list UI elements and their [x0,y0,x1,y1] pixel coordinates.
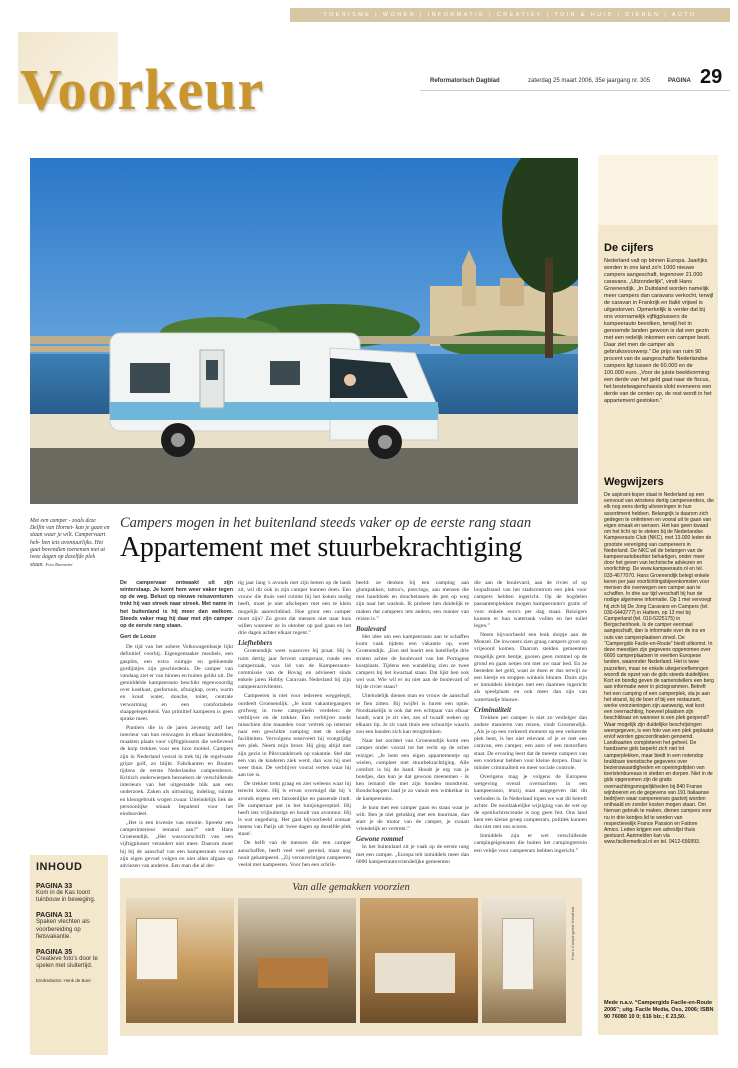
sidebar-image-placeholder [598,155,718,225]
sidebar-cijfers-text: Nederland valt op binnen Europa. Jaarlijks worden in ons land zo'n 1000 nieuwe campers aangeschaft, tegenover 21.000 caravans. „Uitzonderlijk”, vindt Hans Groenendijk. „In Duitsland worden namelijk meer campers dan caravans verkocht, terwijl de caravan in Frankrijk en Italië vrijwel is uitgestorven. Opmerkelijk is verder dat bij ons voornamelijk vijftigplussers de kampeerauto bevolken, terwijl het in genoemde landen gewoon is dat een gezin met een redelijk inkomen een camper bezit. Daar ziet men de camper als gebruiksvoorwerp.” De prijs van ruim 90 procent van de aangeschafte Nederlandse campers ligt tussen de 60.000 en de 100.000 euro. „Voor de juiste beeldvorming: een derde van het geld gaat naar de fiscus, het bestelwagenchassis slokt eveneens een derde van de centen op, de rest wordt in het appartement gestoken.” [604,258,714,404]
eindredactie: Eindredactie: Henk de Boer [36,978,92,984]
gallery-photo-dining [238,898,356,1023]
paragraph: Groenendijk weet waarover hij praat. Hij is ruim dertig jaar fervent camperaar, runde een camperzaak, was lid van de Kampeerauto-commissie van de Bovag en adviseert sinds enkele jaren Hobby Caravans Nederland bij zijn campeeractiviteiten. [238,648,351,691]
byline: Gert de Looze [120,634,156,641]
inhoud-page: PAGINA 33 [36,883,73,890]
article-lead: De campervaar ontwaakt uit zijn winterslaap. Je komt hem weer vaker tegen op de weg. Belust op nieuwe reisavonturen trekt hij van streek naar streek. Met name in het buitenland is hij meer dan welkom. Steeds vaker mag hij daar met zijn camper op de eerste rang staan. [120,580,233,629]
masthead-title: Voorkeur [20,57,265,122]
page-label: PAGINA [668,78,691,84]
paragraph: De trekker trekt graag en ziet weleens waar hij terecht komt. Hij is ervan overtuigd dat hij 's avonds ergens een fatsoenlijke en passende rindt. De campertaar put in het tuinjongeroptiel. Hij heeft iets vrijbuiterigs en houdt van avontuur. Hij is wat ongedurig. Het gaat bijvoorbeeld zomaar ineens van Parijs uit 'twee dagen op dezelfde plek staan'. [238,781,351,838]
paragraph: Trekken per camper is niet zo verdelger dan andere manieren van reizen, vindt Groenendijk. „Als je op een verkeerd moment op een verkeerde plek bent, is het niet relevant of je er met een caravan, een camper, een auto of een motorfiets staat. De ervaring leert dat de meeste campers van een voorkeur hebben voor kleine dorpen. Daar is minder criminaliteit en meer sociale controle. [474,714,587,771]
article-kicker: Campers mogen in het buitenland steeds vaker op de eerste rang staan [120,515,532,531]
subheading: Criminaliteit [474,705,511,714]
inhoud-page: PAGINA 35 [36,949,73,957]
inhoud-desc: Kom in de Kas toont tuinbouw in beweging. [36,890,96,904]
subheading: Liefhebbers [238,639,273,648]
inhoud-box [30,855,108,1055]
camper-photo-illustration [30,158,578,504]
dateline: zaterdag 25 maart 2006, 35e jaargang nr. 305 [528,78,651,84]
gallery-title: Van alle gemakken voorzien [292,882,410,893]
article-column-2 [238,580,351,871]
subheading: Boulevard [356,624,386,633]
gallery-credit: Foto's Campingvisie Kersthart [570,906,575,960]
paragraph: Het idee om een kampeerauto aan te schaffen komt vaak tijdens een vakantie op, weet Groenendijk. „Een stel boeirt een hotelliefje drie straten achter de boulevard van het Portugese kustplaats. Tijdens een wandeling zien ze twee campers bij het kwartaal staan. Dat lijkt hen ook wel wat. Wie wil er nu niet aan de boulevard of bij de rivier staan? [356,634,469,691]
paragraph: Je kunt met een camper gaan en staan waar je wilt. Ben je niet gelukkig met een buurman, dan start je de motor van de camper, je zwaait vriendelijk en vertrekt.” [356,804,469,833]
paragraph: Overigens mag je volgens de Europese wetgeving overal overnachten in een kampeerauto, tenzij staat aangegeven dat dit verboden is. In Nederland lopen we wat dit betreft achter. De noodzakelijke wijziging van de wet op de openluchtrecreatie is nog geen feit. Ons land kent een kleine groep campeerars, politiek kunnen dus niet met ons scoren. [474,774,587,831]
paragraph: Uiteindelijk dienen man en vrouw de aanschaf te fien zitten. Bij twijfel is huren een optie. Noodzakelijk is ook dat een echtpaar van elkaar houdt, want je zit vier, zes of twaalf weken op elkaars lip. Je zit vaak thuis een schuurtje waarin zou een banden zich kan terugtrekken. [356,693,469,736]
paragraph: Campeeren is niet voor iedereen weggelegd, oordeelt Groenendijk. „Je kunt vakantiegangers grofweg in twee categorieën verdelen: de verblijver en de trekker. Een verblijver zoekt misschien drie maanden voor vertrek op internet naar een geschikte camping met de nodige faciliteiten. Vervolgens reserveert hij vroegtijdig een plek. Neem mijn broer. Hij ging altijd met zijn gezin in Pilsvrankbroek op vakantie. Stel dat een van de kinderen ziek werd, dan was hij snel weer thuis. De verblijver vooral verten waar hij aan toe is. [238,693,351,779]
paragraph: De helft van de mensen die een camper aanschaffen, heeft veel veel gereisd, maar nog nooit gekampeerd. „Zij veronrechtigen campeeren veelal met kampeeren. Voor hen een schrik- [238,840,351,868]
inhoud-desc: Creatieve foto's door te spelen met sluitertijd. [36,956,98,970]
sidebar-wegwijzers-footer: Mede n.a.v. “Campergids Facile-en-Route 2006”; uitg. Facile Media, Oss, 2006; ISBN 90 76080 10 0; 616 blz.; € 23,50. [604,1000,714,1020]
article-column-4 [474,580,587,857]
sidebar-wegwijzers-text: De aspirant-koper staat in Nederland op een eenvoud van winstees dertig campereerders, die elk nog eens dertig uitvoeringen in hun assortiment hebben. Belangrijk is daarom zich gedegen te oriënteren en vooral uit te gaan van eigen smaak en wensen. Het kan geen kwaad om het licht op te steken bij de Nederlandse Kampeerauto Club (NKC), met 13.000 leden de grootste vereniging van campereers in Nederland. De NKC wil de belangen van de kampeerautobezitter behartigen, onder meer door het geven van technische adviezen en voorlichting. De www.kampeerauto.nl en tel. 033-4677070. Hans Groenendijk belegt enkele keren per jaar voorlichtingsbijeenkomsten voor mensen die overwegen een camper aan te schaffen. In drie uur tijd verschaft hij hun de nodige algemene informatie. Op 1 mei vervoegt hij zich bij De Jong Caravans en Campers (tel. 030-6443777) in Hattem, op 13 mei bij Camperland (tel. 010-5225175) in Bergschenhoek. Is de camper eenmaal aangeschaft, dan is informatie over de ins en outs van camperplaatsen zinvol. De “Campergids Facile-en-Route” biedt uitkomst. In deze meestijen zijn gegevens opgenomen over 6600 camperplaatsen in veertien Europese landen, waaronder Nederland. Het is twee puzzelten, maar ne enkele uitegenoeflemngen woordt de opzet van de gids steeds duidelijker. Kort en bondig geven de samenstellers een berg aan informatie weer in pictogrammen. Betreft het een camping of een camperplek, sta je aan het strand, bij de boer of bij een restaurant, werke voorzieningen zijn aanwezig, wat kost een overnachting, hoeveel plaatsen zijn beschikbaar en wanneer is een plek geopend? Waar mogelijk zijn duidelijke beschrijvingen weergegeven, is een foto van een plek geplaatst en/of worden gpscoordinaten genoemd. Landkaarten completeren het geheel. De handzame gids beperkt zich niet tot camperplekken, maar biedt in een notendop bruikbare toeristische gegevens over bezienswaardigheden en openingstijden van toeristenbureaus in steden en dorpen. Niet in de gids opgenomen zijn de gratis overnachtingsmogelijkheden bij 840 Franse wijnboeren en de gegevens van 191 Italiaanse bedrijven waar campereerars gastvrij worden onthaald en zonder kosten mogen staan. Om hiervan gebruik te maken, dienen campers voor nu in drie kentjes lid te worden van respectievelijk France Passion en Fattore Amico. Leden krijgen een adreslijst thuis gestuurd. Aanmelden kan via www.faciliemedical.nl en tel. 0412-656893. [604,492,714,846]
article-headline: Appartement met stuurbekrachtiging [120,532,522,563]
gallery-photo-bedroom [360,898,478,1023]
gallery-photo-bathroom [482,898,566,1023]
photo-credit: Foto Raventrer [45,562,73,568]
paragraph: beeld: ze denken bij een camping aan glumpakken, tattoo's, piercings, aan mensen die met handdoek en douchetassen de pen op weg zijn naar het washok. Ik probeer hen duidelijk te maken dat campeers iets anders, een manier van reizen is.” [356,580,469,622]
photo-caption [30,518,110,569]
article-column-3 [356,580,469,868]
header-rule [420,90,730,91]
article-column-1 [120,580,233,872]
paragraph: Inmiddels zijn er wel verschillende campingeigenaren die buiten het campingterrein een veldje voor campeerars hebben ingericht.” [474,833,587,854]
gallery-photo-kitchen [126,898,234,1023]
paragraph: Naar het oordeel van Groenendijk komt een camper onder vooral tot het recht op de echte reiziger. „Je bent een eigen appartementje op wielen, compleet met stuurbekrachtiging. Alle comfort is bij de hand. Houdt je erg van je hondjes, dan kun je dat gewoon meenemen - ik ken iemand die met zijn honden mondreist. Boodschappen laad je zo vanuit een winkelkar in de kampeerauto. [356,738,469,802]
paragraph: De tijd van het sobere Volkswagenbusje lijkt definitief voorbij. Eigengemaakte meubels, een gasplits, een extra ruimpje en gebloemde gordijntjes zijn geschiedenis. De camper van vandaag ziet er van binnen en buiten gelikt uit. De gemiddelde kampeerauto beschikt tegenwoordig over koelkast, gasfornuis, afzuigkap, oven, warm en koud water, douche, toilet, centrale verwarming en een comfortabele slaapgelegenheid. Van primitief kamperen is geen sprake meer. [120,644,233,722]
paragraph: tig jaar lang 's avonds met zijn benen op de bank zit, wil dit ook in zijn camper kunnen doen. Een vrouw die thuis veel ruimte bij het koken nodig heeft, moet je niet afschepen met een te klein mogelijk aanrechtblad. Hoe groot een camper moet zijn? Zo groot dat mensen niet naar huis willen wanneer ze in oktober op pad gaan en het drie dagen achter elkaar regent.” [238,580,351,637]
page-number: 29 [700,66,723,88]
paragraph: die aan de boulevard, aan de rivier of op loopafstand van het stadscentrum een plek voor campers hebben ingericht. Op de bogdelen passantenplekken mogen kampeerauto's gratis of voor enkele euro's per dag staan. Reizigers kunnen er hun watertank vullen en het toilet legen.” [474,580,587,629]
sidebar-cijfers-title: De cijfers [604,242,654,254]
inhoud-desc: Spaken vlechten als voorbereiding op fietsvakantie. [36,919,90,940]
paragraph: „Het is een kwestie van emotie. Spreekt een camperinterieur iemand aan?” stelt Hans Groenendijk. „Het wasvoorschrift van een vijftigplusser verandert niet meer. Daarom moet hij bij de aanschaf van een kampeerauto vooral zijn eigen gevoel volgen en niet allen afgaan op adviezen van anderen. Een man die al der- [120,820,233,869]
paragraph: Puntiers die in de jaren zeventig zelf het interieur van hun reiswagen in elkaar knutselden, maakten plaats voor vijftigplussers die wellevend de knip trekken voor een luxe mobiel. Campers zijn in Nederland vooral in trek bij de regelvaste grijze golf, zo blijkt. Fabrikanten en Bouten tijdens de eerste Nederlandse campersbeurs. Kritisch onderwierpen bezoekers de verschillende interieurs van het uitgestalde blik aan een onderzoek. Zaken als uitrusting, indeling, ruimte en kleurgebruik wogen zwaar. Uiteindelijk liek de persoonlijke smaak bepalend voor het eindoordeel. [120,724,233,817]
section-strip: TOERISME | WONEN | INFORMATIE | CREATIEF | TUIN & HUIS | DIEREN | AUTO [290,8,730,22]
newspaper-name: Reformatorisch Dagblad [430,78,500,84]
hero-photo [30,158,578,504]
sidebar-wegwijzers-title: Wegwijzers [604,476,664,488]
inhoud-title: INHOUD [36,861,83,873]
paragraph: In het buitenland zit je vaak op de eerste rang met een camper. „Europa telt inmiddels meer dan 6000 kampeerautovriendelijke gemeenten [356,844,469,865]
paragraph: Neem bijvoorbeeld een leuk dorpje aan de Moezel. De inwoners zien graag campers groot op vrijeoord komen. Daarom stelden gemeenten mogelijk gem bentje, gooien geen rommel op de grond en gaan netjes om met uw naar bed. En ze besteden het geld, want ze doen er dus terwijl ze een biertje en stoppen winkels binnen. Duits zijn er inmiddels kleintjes met een daarmee ingericht als speelplaats en ook meer dan zijn van watertandje blauwe. [474,632,587,703]
subheading: Gewone rommel [356,835,404,844]
caption-text: Met een camper - zoals deze Delfin van Hornet- kan je gaan en staan waar je wilt. Campervaart heb- ben iets avontuurlijks. Het gaat bovendien toenemen met at twee dagen op dezelfde plek staan. [30,518,110,569]
inhoud-page: PAGINA 31 [36,912,73,920]
